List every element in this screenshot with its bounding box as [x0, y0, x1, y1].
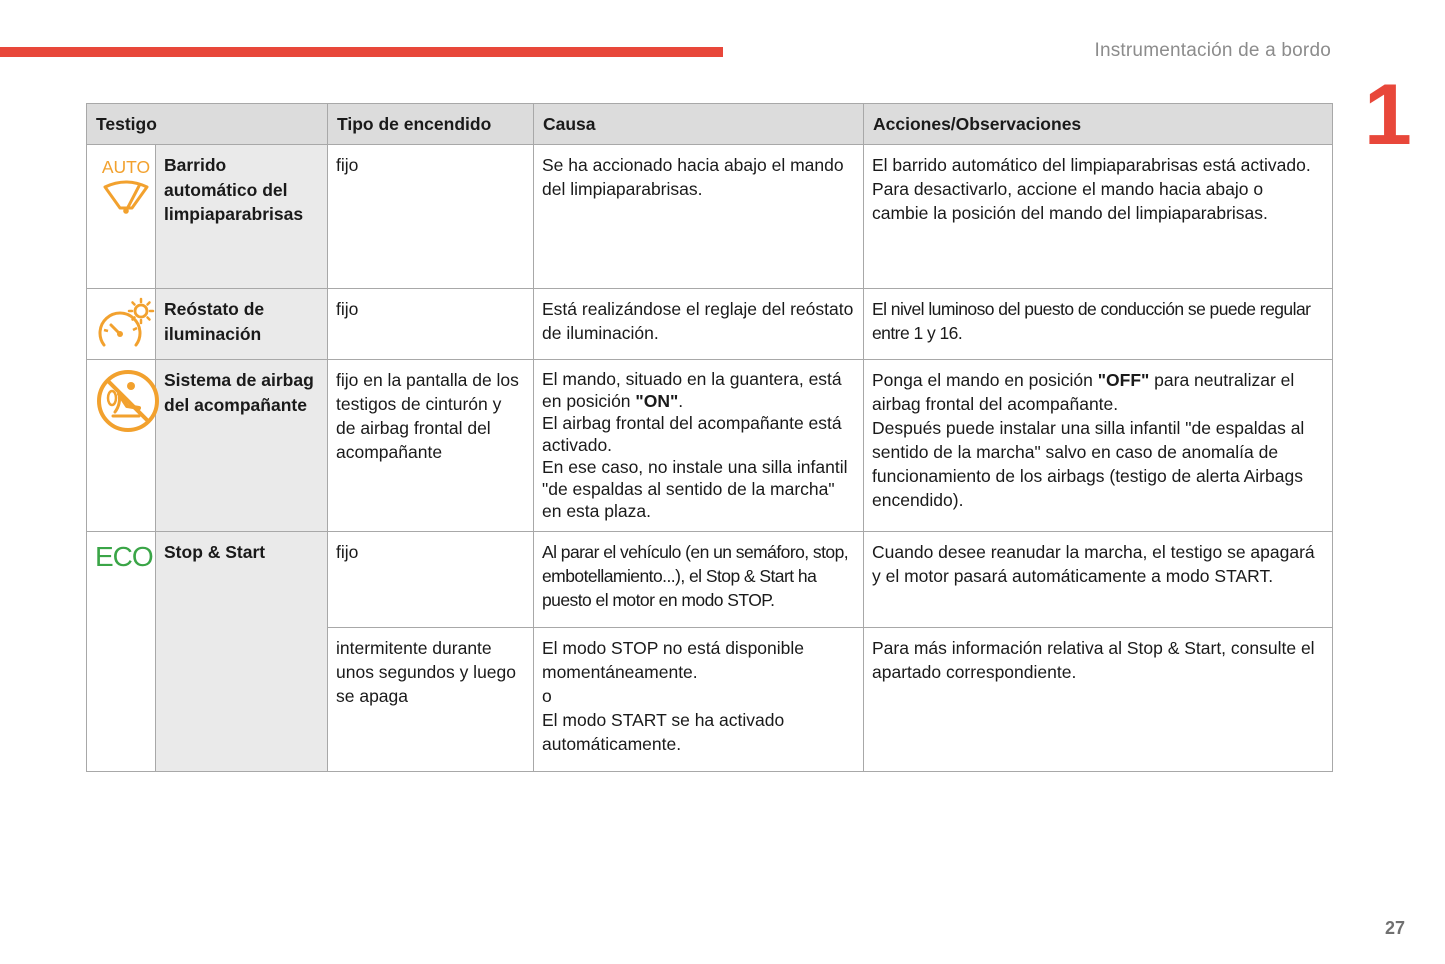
column-header-tipo: Tipo de encendido — [328, 104, 534, 145]
page-number: 27 — [1384, 918, 1405, 938]
table-row — [87, 289, 1333, 360]
light-name: Stop & Start — [156, 532, 328, 772]
actions-bold: "OFF" — [1097, 370, 1150, 390]
actions-line: El barrido automático del limpiaparabrisas está activado. — [872, 155, 1311, 175]
svg-text:ECO: ECO — [95, 541, 153, 572]
column-header-testigo: Testigo — [87, 104, 328, 145]
icon-cell — [87, 360, 156, 532]
light-name: Reóstato de iluminación — [156, 289, 328, 360]
cause-line: El modo START se ha activado automáticamente. — [542, 710, 785, 754]
cause-line: El airbag frontal del acompañante está activado. — [542, 413, 842, 455]
column-header-causa: Causa — [534, 104, 864, 145]
ignition-type: intermitente durante unos segundos y luego se apaga — [328, 628, 534, 772]
table-row — [87, 360, 1333, 532]
passenger-airbag-off-icon — [95, 368, 161, 434]
eco-icon — [95, 540, 159, 572]
actions-part: Ponga el mando en posición — [872, 370, 1098, 390]
actions-text: Cuando desee reanudar la marcha, el testigo se apagará y el motor pasará automáticamente a modo START. — [864, 532, 1333, 628]
cause-text: Se ha accionado hacia abajo el mando del limpiaparabrisas. — [534, 145, 864, 289]
ignition-type: fijo — [328, 289, 534, 360]
icon-cell — [87, 145, 156, 289]
table-row — [87, 532, 1333, 628]
ignition-type: fijo en la pantalla de los testigos de cinturón y de airbag frontal del acompañante — [328, 360, 534, 532]
chapter-number: 1 — [1364, 67, 1412, 163]
cause-line: o — [542, 686, 552, 706]
cause-part: El mando, situado en la guantera, está en posición — [542, 369, 842, 411]
header-accent-bar — [0, 47, 723, 57]
actions-text: El nivel luminoso del puesto de conducción se puede regular entre 1 y 16. — [864, 289, 1333, 360]
light-name: Barrido automático del limpiaparabrisas — [156, 145, 328, 289]
table-row — [87, 145, 1333, 289]
cause-text — [534, 628, 864, 772]
actions-text: Para más información relativa al Stop & Start, consulte el apartado correspondiente. — [864, 628, 1333, 772]
warning-lights-table — [86, 103, 1333, 772]
lighting-rheostat-icon — [95, 297, 159, 351]
ignition-type: fijo — [328, 145, 534, 289]
svg-text:AUTO: AUTO — [101, 157, 151, 177]
cause-part: . — [678, 391, 684, 411]
actions-part: para neutralizar el airbag frontal del acompañante. — [872, 370, 1295, 414]
actions-text — [864, 360, 1333, 532]
cause-text: Al parar el vehículo (en un semáforo, stop, embotellamiento...), el Stop & Start ha puesto el motor en modo STOP. — [534, 532, 864, 628]
cause-line: En ese caso, no instale una silla infantil "de espaldas al sentido de la marcha" en esta plaza. — [542, 457, 848, 521]
cause-text — [534, 360, 864, 532]
section-title: Instrumentación de a bordo — [1094, 40, 1331, 61]
wiper-auto-icon — [95, 153, 157, 217]
cause-line — [542, 368, 855, 412]
light-name: Sistema de airbag del acompañante — [156, 360, 328, 532]
ignition-type: fijo — [328, 532, 534, 628]
column-header-acciones: Acciones/Observaciones — [864, 104, 1333, 145]
actions-line — [872, 368, 1324, 416]
cause-text: Está realizándose el reglaje del reóstato de iluminación. — [534, 289, 864, 360]
icon-cell — [87, 289, 156, 360]
actions-line: Después puede instalar una silla infantil "de espaldas al sentido de la marcha" salvo en caso de anomalía de funcionamiento de los airbags (testigo de alerta Airbags encendido). — [872, 418, 1305, 510]
icon-cell — [87, 532, 156, 772]
table-header-row — [87, 104, 1333, 145]
actions-line: Para desactivarlo, accione el mando hacia abajo o cambie la posición del mando del limpiaparabrisas. — [872, 179, 1268, 223]
cause-bold: "ON" — [635, 391, 679, 411]
cause-line: El modo STOP no está disponible momentáneamente. — [542, 638, 805, 682]
actions-text — [864, 145, 1333, 289]
